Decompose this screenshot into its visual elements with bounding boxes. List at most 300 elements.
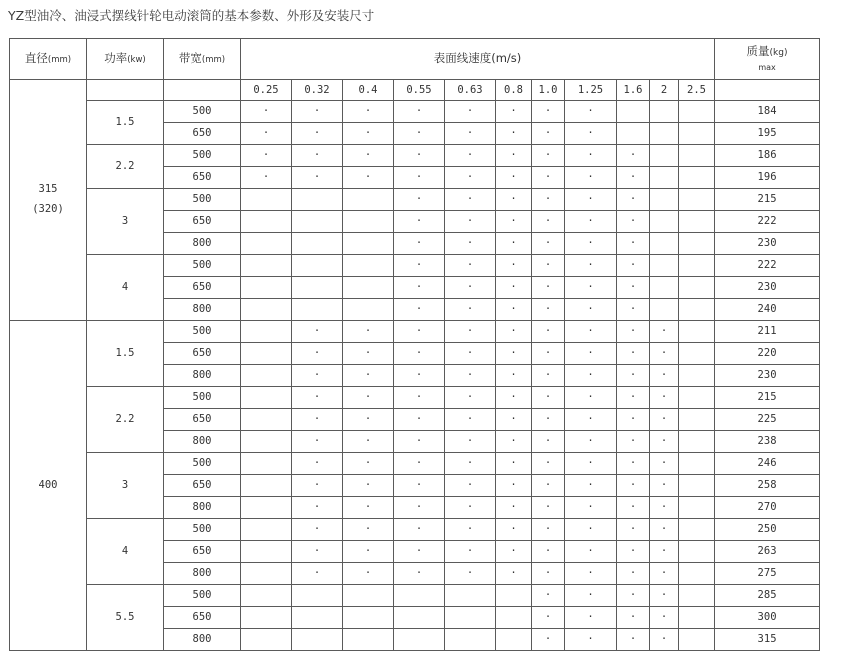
speed-mark-cell: · (445, 541, 496, 563)
speed-mark-cell: · (617, 233, 650, 255)
speed-mark-cell: · (241, 101, 292, 123)
speed-mark-cell: · (650, 519, 679, 541)
speed-values-row (10, 80, 820, 101)
belt-width-cell: 650 (164, 475, 241, 497)
speed-mark-cell (292, 585, 343, 607)
speed-mark-cell (343, 211, 394, 233)
mass-cell: 230 (715, 365, 820, 387)
power-cell: 1.5 (87, 321, 164, 387)
speed-mark-cell: · (532, 167, 565, 189)
spec-table (9, 38, 820, 651)
speed-mark-cell: · (565, 123, 617, 145)
speed-mark-cell: · (565, 519, 617, 541)
speed-mark-cell: · (650, 387, 679, 409)
speed-mark-cell: · (650, 409, 679, 431)
speed-mark-cell: · (650, 431, 679, 453)
belt-width-cell: 500 (164, 453, 241, 475)
speed-mark-cell: · (650, 475, 679, 497)
speed-mark-cell: · (292, 519, 343, 541)
speed-mark-cell: · (343, 101, 394, 123)
speed-mark-cell: · (496, 409, 532, 431)
speed-mark-cell (343, 299, 394, 321)
speed-mark-cell: · (445, 211, 496, 233)
table-row (10, 189, 820, 211)
mass-cell: 222 (715, 255, 820, 277)
belt-width-cell: 500 (164, 321, 241, 343)
speed-mark-cell: · (343, 167, 394, 189)
speed-mark-cell: · (532, 497, 565, 519)
speed-mark-cell: · (617, 321, 650, 343)
speed-mark-cell (241, 299, 292, 321)
speed-mark-cell: · (650, 321, 679, 343)
speed-mark-cell (241, 343, 292, 365)
table-row (10, 519, 820, 541)
speed-mark-cell: · (292, 321, 343, 343)
speed-mark-cell: · (565, 189, 617, 211)
speed-mark-cell: · (565, 431, 617, 453)
speed-mark-cell: · (394, 475, 445, 497)
header-row (10, 39, 820, 80)
speed-mark-cell: · (445, 321, 496, 343)
mass-cell: 238 (715, 431, 820, 453)
speed-mark-cell (241, 387, 292, 409)
table-row (10, 387, 820, 409)
speed-mark-cell: · (343, 519, 394, 541)
belt-width-cell: 500 (164, 145, 241, 167)
speed-mark-cell (679, 277, 715, 299)
speed-mark-cell: · (394, 167, 445, 189)
speed-mark-cell: · (292, 343, 343, 365)
speed-mark-cell: · (617, 343, 650, 365)
speed-value: 0.55 (394, 80, 445, 101)
belt-width-cell: 650 (164, 277, 241, 299)
power-cell: 5.5 (87, 585, 164, 651)
table-row (10, 321, 820, 343)
speed-mark-cell: · (532, 453, 565, 475)
speed-mark-cell: · (617, 541, 650, 563)
speed-mark-cell: · (496, 497, 532, 519)
speed-mark-cell: · (445, 563, 496, 585)
speed-mark-cell: · (617, 629, 650, 651)
speed-mark-cell: · (445, 123, 496, 145)
speed-value: 1.6 (617, 80, 650, 101)
speed-mark-cell: · (343, 123, 394, 145)
speed-value: 2.5 (679, 80, 715, 101)
speed-mark-cell (679, 607, 715, 629)
speed-mark-cell: · (241, 145, 292, 167)
speed-mark-cell: · (292, 497, 343, 519)
speed-value: 0.8 (496, 80, 532, 101)
speed-mark-cell: · (496, 211, 532, 233)
speed-mark-cell: · (565, 321, 617, 343)
speed-mark-cell (650, 167, 679, 189)
speed-mark-cell (241, 519, 292, 541)
speed-mark-cell: · (394, 299, 445, 321)
speed-mark-cell: · (292, 475, 343, 497)
speed-mark-cell: · (496, 453, 532, 475)
speed-mark-cell: · (445, 167, 496, 189)
speed-mark-cell: · (565, 541, 617, 563)
speed-mark-cell: · (650, 585, 679, 607)
speed-mark-cell: · (445, 519, 496, 541)
belt-width-cell: 500 (164, 255, 241, 277)
speed-mark-cell: · (343, 321, 394, 343)
power-cell: 2.2 (87, 387, 164, 453)
speed-mark-cell: · (532, 365, 565, 387)
speed-mark-cell: · (496, 321, 532, 343)
speed-mark-cell: · (532, 519, 565, 541)
empty-cell (715, 80, 820, 101)
speed-mark-cell: · (617, 145, 650, 167)
speed-mark-cell: · (532, 189, 565, 211)
speed-mark-cell: · (532, 431, 565, 453)
speed-mark-cell: · (565, 475, 617, 497)
speed-mark-cell: · (496, 299, 532, 321)
speed-mark-cell: · (445, 255, 496, 277)
speed-mark-cell (679, 585, 715, 607)
belt-width-cell: 500 (164, 585, 241, 607)
speed-mark-cell: · (241, 123, 292, 145)
speed-mark-cell (343, 233, 394, 255)
speed-mark-cell: · (445, 365, 496, 387)
speed-mark-cell: · (394, 255, 445, 277)
speed-mark-cell: · (565, 453, 617, 475)
speed-mark-cell: · (565, 299, 617, 321)
speed-mark-cell: · (292, 431, 343, 453)
speed-mark-cell: · (532, 233, 565, 255)
speed-mark-cell (679, 453, 715, 475)
mass-cell: 270 (715, 497, 820, 519)
speed-mark-cell: · (617, 299, 650, 321)
mass-cell: 258 (715, 475, 820, 497)
speed-mark-cell (343, 629, 394, 651)
speed-mark-cell: · (496, 519, 532, 541)
speed-mark-cell (617, 123, 650, 145)
speed-mark-cell: · (532, 321, 565, 343)
speed-mark-cell: · (532, 563, 565, 585)
speed-mark-cell: · (565, 387, 617, 409)
speed-mark-cell (650, 299, 679, 321)
speed-mark-cell: · (617, 255, 650, 277)
power-cell: 3 (87, 189, 164, 255)
speed-mark-cell (241, 497, 292, 519)
power-cell: 3 (87, 453, 164, 519)
speed-mark-cell: · (496, 167, 532, 189)
speed-mark-cell: · (532, 277, 565, 299)
speed-mark-cell (650, 277, 679, 299)
belt-width-cell: 800 (164, 563, 241, 585)
speed-value: 0.25 (241, 80, 292, 101)
speed-mark-cell: · (532, 387, 565, 409)
speed-mark-cell (679, 519, 715, 541)
table-row (10, 453, 820, 475)
speed-mark-cell: · (565, 101, 617, 123)
speed-mark-cell: · (445, 343, 496, 365)
speed-mark-cell: · (617, 277, 650, 299)
speed-mark-cell (445, 629, 496, 651)
speed-mark-cell: · (394, 123, 445, 145)
speed-mark-cell: · (292, 453, 343, 475)
speed-mark-cell (241, 431, 292, 453)
speed-mark-cell (617, 101, 650, 123)
speed-mark-cell: · (343, 563, 394, 585)
speed-mark-cell: · (445, 189, 496, 211)
belt-width-cell: 800 (164, 365, 241, 387)
speed-mark-cell (343, 189, 394, 211)
speed-mark-cell: · (394, 497, 445, 519)
speed-mark-cell: · (565, 277, 617, 299)
speed-mark-cell (679, 167, 715, 189)
speed-mark-cell: · (496, 233, 532, 255)
speed-mark-cell (650, 211, 679, 233)
diameter-alt-value: (320) (32, 203, 64, 215)
speed-mark-cell (394, 607, 445, 629)
speed-mark-cell: · (445, 497, 496, 519)
speed-mark-cell (343, 607, 394, 629)
speed-mark-cell: · (343, 541, 394, 563)
mass-cell: 230 (715, 277, 820, 299)
speed-mark-cell: · (617, 475, 650, 497)
speed-mark-cell: · (394, 233, 445, 255)
speed-mark-cell: · (343, 409, 394, 431)
speed-mark-cell: · (617, 167, 650, 189)
speed-mark-cell: · (565, 167, 617, 189)
speed-mark-cell: · (292, 167, 343, 189)
speed-mark-cell: · (496, 255, 532, 277)
mass-cell: 220 (715, 343, 820, 365)
speed-mark-cell: · (394, 321, 445, 343)
speed-mark-cell (241, 585, 292, 607)
belt-width-cell: 800 (164, 299, 241, 321)
page-title: YZ型油冷、油浸式摆线针轮电动滚筒的基本参数、外形及安装尺寸 (8, 8, 375, 23)
speed-mark-cell: · (496, 431, 532, 453)
belt-width-cell: 650 (164, 343, 241, 365)
speed-mark-cell: · (532, 211, 565, 233)
speed-mark-cell: · (343, 475, 394, 497)
belt-width-cell: 500 (164, 101, 241, 123)
speed-mark-cell: · (650, 607, 679, 629)
speed-mark-cell: · (565, 255, 617, 277)
speed-mark-cell: · (650, 541, 679, 563)
speed-mark-cell: · (394, 365, 445, 387)
speed-mark-cell: · (565, 233, 617, 255)
table-row (10, 145, 820, 167)
speed-mark-cell (679, 189, 715, 211)
speed-mark-cell: · (394, 563, 445, 585)
speed-mark-cell (241, 277, 292, 299)
speed-mark-cell: · (394, 343, 445, 365)
speed-mark-cell: · (445, 431, 496, 453)
speed-mark-cell: · (343, 387, 394, 409)
speed-mark-cell: · (445, 277, 496, 299)
belt-width-cell: 650 (164, 409, 241, 431)
speed-mark-cell: · (565, 585, 617, 607)
speed-mark-cell (679, 255, 715, 277)
speed-mark-cell: · (394, 519, 445, 541)
speed-mark-cell: · (565, 409, 617, 431)
speed-mark-cell: · (496, 563, 532, 585)
speed-mark-cell (343, 255, 394, 277)
speed-mark-cell: · (496, 365, 532, 387)
speed-mark-cell (292, 211, 343, 233)
speed-mark-cell (343, 277, 394, 299)
speed-mark-cell (241, 189, 292, 211)
speed-mark-cell: · (445, 409, 496, 431)
speed-mark-cell: · (565, 497, 617, 519)
speed-value: 0.4 (343, 80, 394, 101)
belt-width-cell: 800 (164, 497, 241, 519)
speed-mark-cell (496, 629, 532, 651)
speed-mark-cell: · (394, 189, 445, 211)
speed-mark-cell (679, 145, 715, 167)
speed-value: 1.0 (532, 80, 565, 101)
speed-mark-cell: · (394, 101, 445, 123)
mass-cell: 315 (715, 629, 820, 651)
speed-value: 1.25 (565, 80, 617, 101)
belt-width-cell: 800 (164, 233, 241, 255)
speed-mark-cell: · (565, 343, 617, 365)
speed-mark-cell (241, 365, 292, 387)
belt-width-cell: 650 (164, 541, 241, 563)
speed-value: 2 (650, 80, 679, 101)
speed-mark-cell: · (617, 519, 650, 541)
speed-mark-cell (292, 277, 343, 299)
mass-cell: 225 (715, 409, 820, 431)
speed-mark-cell: · (617, 585, 650, 607)
speed-mark-cell (292, 629, 343, 651)
speed-mark-cell: · (496, 541, 532, 563)
speed-mark-cell: · (292, 145, 343, 167)
speed-mark-cell: · (496, 387, 532, 409)
belt-width-cell: 500 (164, 189, 241, 211)
speed-mark-cell: · (565, 365, 617, 387)
power-header: 功率(kw) (87, 39, 164, 80)
speed-mark-cell: · (496, 189, 532, 211)
speed-mark-cell: · (565, 211, 617, 233)
mass-cell: 215 (715, 189, 820, 211)
belt-width-cell: 500 (164, 519, 241, 541)
mass-cell: 222 (715, 211, 820, 233)
mass-cell: 263 (715, 541, 820, 563)
empty-cell (164, 80, 241, 101)
belt-width-cell: 650 (164, 123, 241, 145)
speed-mark-cell (650, 145, 679, 167)
speed-header: 表面线速度(m/s) (241, 39, 715, 80)
speed-mark-cell: · (394, 409, 445, 431)
speed-mark-cell: · (650, 365, 679, 387)
speed-mark-cell: · (565, 145, 617, 167)
speed-mark-cell: · (532, 409, 565, 431)
speed-mark-cell: · (445, 453, 496, 475)
speed-mark-cell: · (532, 585, 565, 607)
speed-mark-cell (650, 101, 679, 123)
speed-mark-cell (241, 563, 292, 585)
speed-mark-cell (679, 497, 715, 519)
speed-mark-cell (679, 233, 715, 255)
speed-mark-cell (241, 211, 292, 233)
mass-cell: 246 (715, 453, 820, 475)
belt-width-header: 带宽(mm) (164, 39, 241, 80)
speed-mark-cell (679, 431, 715, 453)
belt-width-cell: 650 (164, 167, 241, 189)
speed-mark-cell (241, 255, 292, 277)
speed-mark-cell: · (565, 629, 617, 651)
speed-mark-cell (241, 233, 292, 255)
speed-mark-cell: · (496, 101, 532, 123)
speed-mark-cell: · (532, 541, 565, 563)
belt-width-cell: 800 (164, 431, 241, 453)
mass-cell: 186 (715, 145, 820, 167)
speed-mark-cell (241, 321, 292, 343)
speed-mark-cell: · (496, 277, 532, 299)
speed-mark-cell: · (445, 145, 496, 167)
mass-cell: 250 (715, 519, 820, 541)
belt-width-cell: 500 (164, 387, 241, 409)
belt-width-cell: 650 (164, 607, 241, 629)
power-cell: 2.2 (87, 145, 164, 189)
power-cell: 4 (87, 519, 164, 585)
mass-cell: 230 (715, 233, 820, 255)
speed-mark-cell: · (445, 475, 496, 497)
speed-mark-cell: · (292, 541, 343, 563)
speed-mark-cell: · (532, 101, 565, 123)
power-cell: 1.5 (87, 101, 164, 145)
speed-mark-cell: · (617, 211, 650, 233)
speed-mark-cell: · (565, 607, 617, 629)
diameter-value: 400 (38, 478, 58, 491)
speed-mark-cell: · (343, 145, 394, 167)
speed-mark-cell (292, 233, 343, 255)
speed-mark-cell: · (617, 453, 650, 475)
speed-mark-cell: · (292, 563, 343, 585)
speed-mark-cell: · (617, 365, 650, 387)
speed-mark-cell (241, 541, 292, 563)
speed-value: 0.32 (292, 80, 343, 101)
speed-mark-cell: · (445, 387, 496, 409)
speed-mark-cell (679, 321, 715, 343)
speed-mark-cell (241, 409, 292, 431)
speed-mark-cell (292, 607, 343, 629)
speed-mark-cell (679, 475, 715, 497)
speed-mark-cell: · (343, 343, 394, 365)
speed-mark-cell (679, 409, 715, 431)
speed-mark-cell: · (532, 255, 565, 277)
speed-mark-cell: · (292, 123, 343, 145)
speed-mark-cell: · (292, 365, 343, 387)
speed-mark-cell: · (532, 343, 565, 365)
mass-cell: 211 (715, 321, 820, 343)
table-row (10, 255, 820, 277)
speed-mark-cell (650, 123, 679, 145)
speed-mark-cell: · (565, 563, 617, 585)
speed-mark-cell (679, 123, 715, 145)
speed-mark-cell (394, 585, 445, 607)
speed-mark-cell: · (292, 387, 343, 409)
speed-mark-cell (679, 299, 715, 321)
speed-mark-cell (496, 585, 532, 607)
mass-cell: 300 (715, 607, 820, 629)
speed-mark-cell: · (445, 233, 496, 255)
diameter-header: 直径(mm) (10, 39, 87, 80)
speed-mark-cell: · (394, 145, 445, 167)
mass-cell: 195 (715, 123, 820, 145)
speed-mark-cell: · (343, 365, 394, 387)
speed-mark-cell: · (650, 497, 679, 519)
speed-mark-cell (679, 211, 715, 233)
speed-mark-cell: · (650, 629, 679, 651)
speed-mark-cell (679, 541, 715, 563)
speed-mark-cell: · (394, 431, 445, 453)
